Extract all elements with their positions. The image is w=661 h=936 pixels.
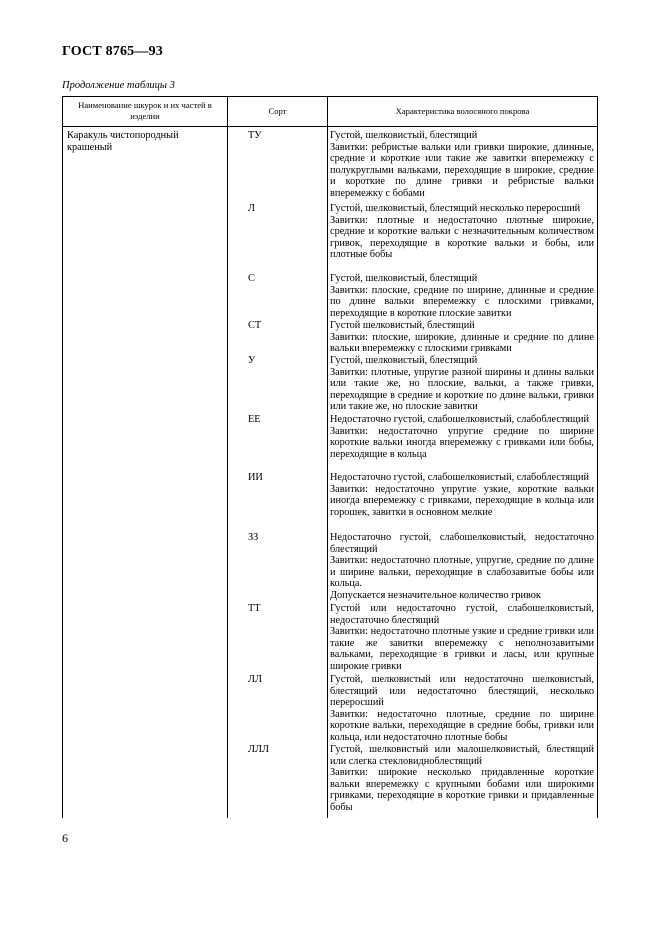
description-line: Густой, шелковистый, блестящий xyxy=(330,355,478,366)
header-bottom-border xyxy=(62,126,598,127)
description-cell xyxy=(330,472,594,518)
document-title: ГОСТ 8765—93 xyxy=(62,44,163,59)
description-cell xyxy=(330,203,594,261)
description-cell xyxy=(330,532,594,602)
grade-cell: ЛЛЛ xyxy=(248,744,269,755)
grade-cell: ТУ xyxy=(248,130,262,141)
description-line: Густой шелковистый, блестящий xyxy=(330,320,475,331)
grade-cell: ЛЛ xyxy=(248,674,262,685)
description-line: Завитки: широкие несколько придавленные короткие вальки вперемежку с крупными бобами или широкими гривками, переходящие в короткие гривки и придавленные бобы xyxy=(330,767,594,813)
description-line: Завитки: плотные, упругие разной ширины и длины вальки или такие же, но плоские, вальки, а также гривки, переходящие в средние и короткие по длине вальки, гривки или такие же, но плоские завитки xyxy=(330,366,594,413)
description-line: Завитки: плотные и недостаточно плотные широкие, средние и короткие вальки с незначительным количеством гривок, переходящие в короткие вальки и бобы, или плотные бобы xyxy=(330,214,594,261)
description-cell xyxy=(330,273,594,319)
description-line: Завитки: недостаточно плотные узкие и средние гривки или такие же завитки вперемежку с неполнозавитыми вальками, переходящие в гривки и ласы, или крупные широкие гривки xyxy=(330,626,594,672)
description-line: Недостаточно густой, слабошелковистый, слабоблестящий xyxy=(330,414,589,425)
grade-cell: ЗЗ xyxy=(248,532,259,543)
description-line: Завитки: недостаточно плотные, средние по ширине короткие вальки, переходящие в средние бобы, гривки или кольца, или недостаточно плотные бобы xyxy=(330,708,594,743)
description-line: Недостаточно густой, слабошелковистый, слабоблестящий xyxy=(330,472,589,483)
grade-cell: С xyxy=(248,273,255,284)
description-line: Допускается незначительное количество гривок xyxy=(330,589,541,601)
table-caption: Продолжение таблицы 3 xyxy=(62,80,175,91)
description-line: Завитки: недостаточно упругие узкие, короткие вальки иногда вперемежку с гривками, переходящие в кольца или горошек, завитки в основном мелкие xyxy=(330,483,594,518)
table-left-border xyxy=(62,96,63,818)
column-header-description: Характеристика волосяного покрова xyxy=(395,105,530,116)
characteristics-table xyxy=(62,96,598,818)
column-header-name: Наименование шкурок и их частей в изделии xyxy=(78,100,212,121)
description-cell xyxy=(330,603,594,673)
description-line: Завитки: недостаточно упругие средние по ширине короткие вальки иногда вперемежку с гривками или бобы, переходящие в кольца xyxy=(330,425,594,460)
description-cell xyxy=(330,130,594,200)
description-line: Густой или недостаточно густой, слабошелковистый, недостаточно блестящий xyxy=(330,603,594,626)
description-cell xyxy=(330,744,594,814)
grade-cell: У xyxy=(248,355,256,366)
description-cell xyxy=(330,320,594,355)
description-line: Густой, шелковистый или недостаточно шелковистый, блестящий или недостаточно блестящий, несколько переросший xyxy=(330,674,594,709)
description-cell xyxy=(330,674,594,744)
pelt-name-cell: Каракуль чистопородный крашеный xyxy=(67,130,179,153)
description-cell xyxy=(330,355,594,413)
grade-cell: ЕЕ xyxy=(248,414,261,425)
page-number: 6 xyxy=(62,831,68,845)
column-header-grade: Сорт xyxy=(268,105,287,116)
description-line: Недостаточно густой, слабошелковистый, недостаточно блестящий xyxy=(330,532,594,555)
column-divider-2 xyxy=(327,96,328,818)
description-line: Густой, шелковистый, блестящий xyxy=(330,273,478,284)
description-line: Завитки: плоские, средние по ширине, длинные и средние по длине вальки вперемежку с плоскими гривками, переходящие в короткие плоские завитки xyxy=(330,284,594,319)
description-line: Густой, шелковистый или малошелковистый, блестящий или слегка стекловидноблестящий xyxy=(330,744,594,767)
description-line: Густой, шелковистый, блестящий xyxy=(330,130,478,141)
column-divider-1 xyxy=(227,96,228,818)
description-line: Завитки: ребристые вальки или гривки широкие, длинные, средние и короткие или такие же завитки вперемежку с полукруглыми вальками, переходящие в широкие, средние и короткие по длине гривки и ребристые вальки вперемежку с бобами xyxy=(330,141,594,199)
table-right-border xyxy=(597,96,598,818)
grade-cell: Л xyxy=(248,203,255,214)
description-line: Завитки: плоские, широкие, длинные и средние по длине вальки вперемежку с плоскими гривками xyxy=(330,331,594,355)
description-cell xyxy=(330,414,594,460)
grade-cell: ИИ xyxy=(248,472,263,483)
description-line: Густой, шелковистый, блестящий несколько переросший xyxy=(330,203,581,214)
grade-cell: СТ xyxy=(248,320,262,331)
grade-cell: ТТ xyxy=(248,603,261,614)
description-line: Завитки: недостаточно плотные, упругие, средние по длине и ширине вальки, переходящие в слабозавитые бобы или кольца. xyxy=(330,555,594,590)
